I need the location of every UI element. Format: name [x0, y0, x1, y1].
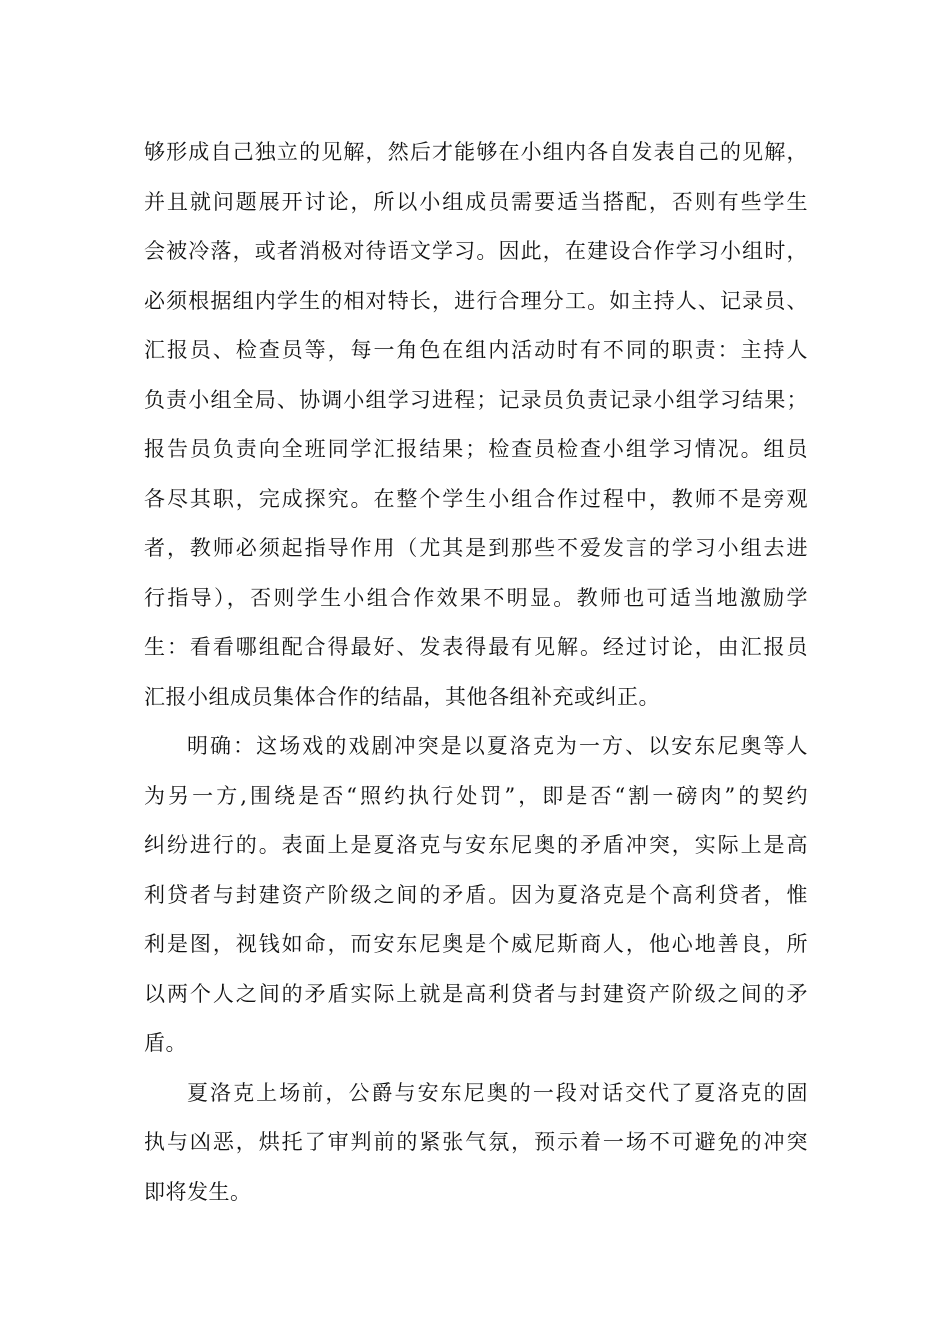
text-line: 为另一方,围绕是否“照约执行处罚”，即是否“割一磅肉”的契约 [144, 783, 808, 808]
text-line: 必须根据组内学生的相对特长，进行合理分工。如主持人、记录员、 [144, 288, 808, 313]
paragraph-conflict [144, 722, 808, 1069]
text-line: 明确：这场戏的戏剧冲突是以夏洛克为一方、以安东尼奥等人 [187, 734, 808, 758]
text-line: 即将发生。 [144, 1179, 252, 1204]
text-line: 汇报小组成员集体合作的结晶，其他各组补充或纠正。 [144, 684, 660, 709]
text-line: 以两个人之间的矛盾实际上就是高利贷者与封建资产阶级之间的矛 [144, 981, 808, 1006]
paragraph-group-work [144, 128, 808, 722]
text-line: 生：看看哪组配合得最好、发表得最有见解。经过讨论，由汇报员 [144, 635, 808, 659]
text-line: 够形成自己独立的见解，然后才能够在小组内各自发表自己的见解， [144, 140, 808, 164]
text-line: 者，教师必须起指导作用（尤其是到那些不爱发言的学习小组去进 [144, 536, 808, 560]
text-line: 行指导），否则学生小组合作效果不明显。教师也可适当地激励学 [144, 585, 808, 610]
text-line: 夏洛克上场前，公爵与安东尼奥的一段对话交代了夏洛克的固 [187, 1080, 808, 1105]
text-line: 盾。 [144, 1031, 187, 1055]
text-line: 执与凶恶，烘托了审判前的紧张气氛，预示着一场不可避免的冲突 [144, 1130, 808, 1154]
text-line: 利贷者与封建资产阶级之间的矛盾。因为夏洛克是个高利贷者，惟 [144, 882, 808, 907]
text-line: 负责小组全局、协调小组学习进程；记录员负责记录小组学习结果； [144, 387, 808, 412]
text-line: 各尽其职，完成探究。在整个学生小组合作过程中，教师不是旁观 [144, 486, 808, 511]
body-text [144, 128, 808, 1217]
text-line: 并且就问题展开讨论，所以小组成员需要适当搭配，否则有些学生 [144, 189, 808, 214]
text-line: 报告员负责向全班同学汇报结果；检查员检查小组学习情况。组员 [144, 437, 808, 461]
paragraph-foreshadowing [144, 1069, 808, 1218]
text-line: 利是图，视钱如命，而安东尼奥是个威尼斯商人，他心地善良，所 [144, 932, 808, 956]
text-line: 汇报员、检查员等，每一角色在组内活动时有不同的职责：主持人 [144, 338, 808, 362]
text-line: 会被冷落，或者消极对待语文学习。因此，在建设合作学习小组时， [144, 239, 808, 263]
text-line: 纠纷进行的。表面上是夏洛克与安东尼奥的矛盾冲突，实际上是高 [144, 833, 808, 857]
